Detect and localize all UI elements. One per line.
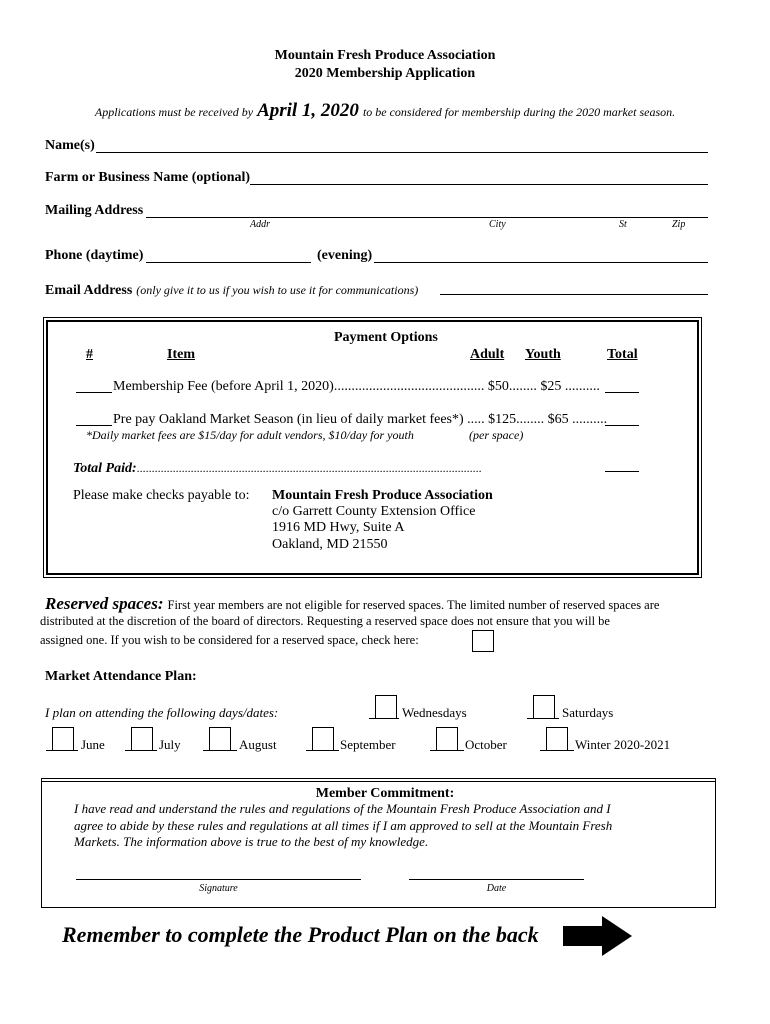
addr-caption: Addr	[250, 219, 270, 230]
october-checkbox[interactable]	[436, 727, 458, 751]
arrow-right-icon	[560, 914, 636, 958]
prepay-row: Pre pay Oakland Market Season (in lieu of daily market fees*) ..... $125........ $65 ..........	[113, 412, 608, 427]
email-label: Email Address	[45, 283, 133, 298]
checks-payable-label: Please make checks payable to:	[73, 488, 250, 503]
date-caption: Date	[486, 883, 507, 894]
reserved-heading: Reserved spaces:	[45, 594, 164, 613]
signature-caption: Signature	[199, 883, 238, 894]
reserved-text-2: distributed at the discretion of the board of directors. Requesting a reserved space does not ensure that you will be	[40, 614, 610, 628]
deadline-date: April 1, 2020	[257, 100, 359, 121]
reserved-space-checkbox[interactable]	[472, 630, 494, 652]
commitment-title: Member Commitment:	[315, 786, 455, 801]
membership-qty-field[interactable]	[76, 392, 112, 393]
total-paid-field[interactable]	[605, 471, 639, 472]
phone-day-field[interactable]	[146, 262, 311, 263]
col-total: Total	[607, 347, 638, 362]
commitment-box-top-rule	[41, 781, 716, 782]
deadline-post: to be considered for membership during the 2020 market season.	[362, 105, 676, 119]
july-checkbox[interactable]	[131, 727, 153, 751]
commitment-line-1: I have read and understand the rules and regulations of the Mountain Fresh Produce Association and I	[74, 801, 611, 816]
payment-title: Payment Options	[334, 330, 438, 345]
email-label-group	[45, 281, 418, 299]
org-title: Mountain Fresh Produce Association	[274, 48, 496, 63]
september-checkbox[interactable]	[312, 727, 334, 751]
email-note: (only give it to us if you wish to use it for communications)	[136, 283, 419, 297]
col-number: #	[86, 347, 93, 362]
names-label: Name(s)	[45, 138, 95, 153]
winter-checkbox[interactable]	[546, 727, 568, 751]
total-paid-dots: ...................................................................................................................	[136, 461, 482, 475]
names-field[interactable]	[96, 152, 708, 153]
wednesdays-checkbox[interactable]	[375, 695, 397, 719]
farm-label: Farm or Business Name (optional)	[45, 170, 251, 185]
october-label: October	[465, 737, 507, 752]
membership-total-field[interactable]	[605, 392, 639, 393]
june-checkbox[interactable]	[52, 727, 74, 751]
signature-field[interactable]	[76, 879, 361, 880]
daily-fee-note: *Daily market fees are $15/day for adult vendors, $10/day for youth	[86, 428, 414, 442]
email-field[interactable]	[440, 294, 708, 295]
september-label: September	[340, 737, 396, 752]
deadline-statement	[0, 100, 770, 122]
farm-field[interactable]	[250, 184, 708, 185]
wednesdays-label: Wednesdays	[402, 705, 467, 720]
reserved-text-1: First year members are not eligible for reserved spaces. The limited number of reserved spaces are	[167, 598, 660, 612]
payee-address-3: Oakland, MD 21550	[272, 537, 388, 552]
col-youth: Youth	[525, 347, 561, 362]
phone-day-label: Phone (daytime)	[45, 248, 144, 263]
date-field[interactable]	[409, 879, 584, 880]
zip-caption: Zip	[672, 219, 686, 230]
form-title: 2020 Membership Application	[294, 66, 476, 81]
phone-eve-label: (evening)	[317, 248, 373, 263]
august-label: August	[239, 737, 277, 752]
saturdays-label: Saturdays	[562, 705, 614, 720]
payee-address-1: c/o Garrett County Extension Office	[272, 504, 476, 519]
payee-address-2: 1916 MD Hwy, Suite A	[272, 520, 405, 535]
prepay-qty-field[interactable]	[76, 425, 112, 426]
reserved-text-3: assigned one. If you wish to be considered for a reserved space, check here:	[40, 633, 419, 647]
mailing-label: Mailing Address	[45, 203, 144, 218]
commitment-line-2: agree to abide by these rules and regulations at all times if I am approved to sell at the Mountain Fresh	[74, 818, 613, 833]
reserved-line-1	[45, 594, 659, 614]
total-paid-label: Total Paid:	[73, 461, 137, 476]
state-caption: St	[619, 219, 627, 230]
col-item: Item	[167, 347, 195, 362]
attendance-intro: I plan on attending the following days/dates:	[45, 705, 279, 720]
city-caption: City	[489, 219, 506, 230]
winter-label: Winter 2020-2021	[575, 737, 671, 752]
june-label: June	[81, 737, 105, 752]
prepay-total-field[interactable]	[605, 425, 639, 426]
total-paid-row	[73, 459, 482, 477]
product-plan-reminder: Remember to complete the Product Plan on the back	[62, 922, 539, 947]
per-space-note: (per space)	[469, 428, 524, 442]
commitment-line-3: Markets. The information above is true to the best of my knowledge.	[74, 834, 429, 849]
payee-name: Mountain Fresh Produce Association	[272, 488, 493, 503]
saturdays-checkbox[interactable]	[533, 695, 555, 719]
phone-eve-field[interactable]	[374, 262, 708, 263]
attendance-heading: Market Attendance Plan:	[45, 669, 197, 684]
mailing-field[interactable]	[146, 217, 708, 218]
deadline-pre: Applications must be received by	[94, 105, 254, 119]
membership-fee-row: Membership Fee (before April 1, 2020)........................................... $50........ $25 ..........	[113, 379, 600, 394]
august-checkbox[interactable]	[209, 727, 231, 751]
july-label: July	[159, 737, 181, 752]
col-adult: Adult	[470, 347, 505, 362]
